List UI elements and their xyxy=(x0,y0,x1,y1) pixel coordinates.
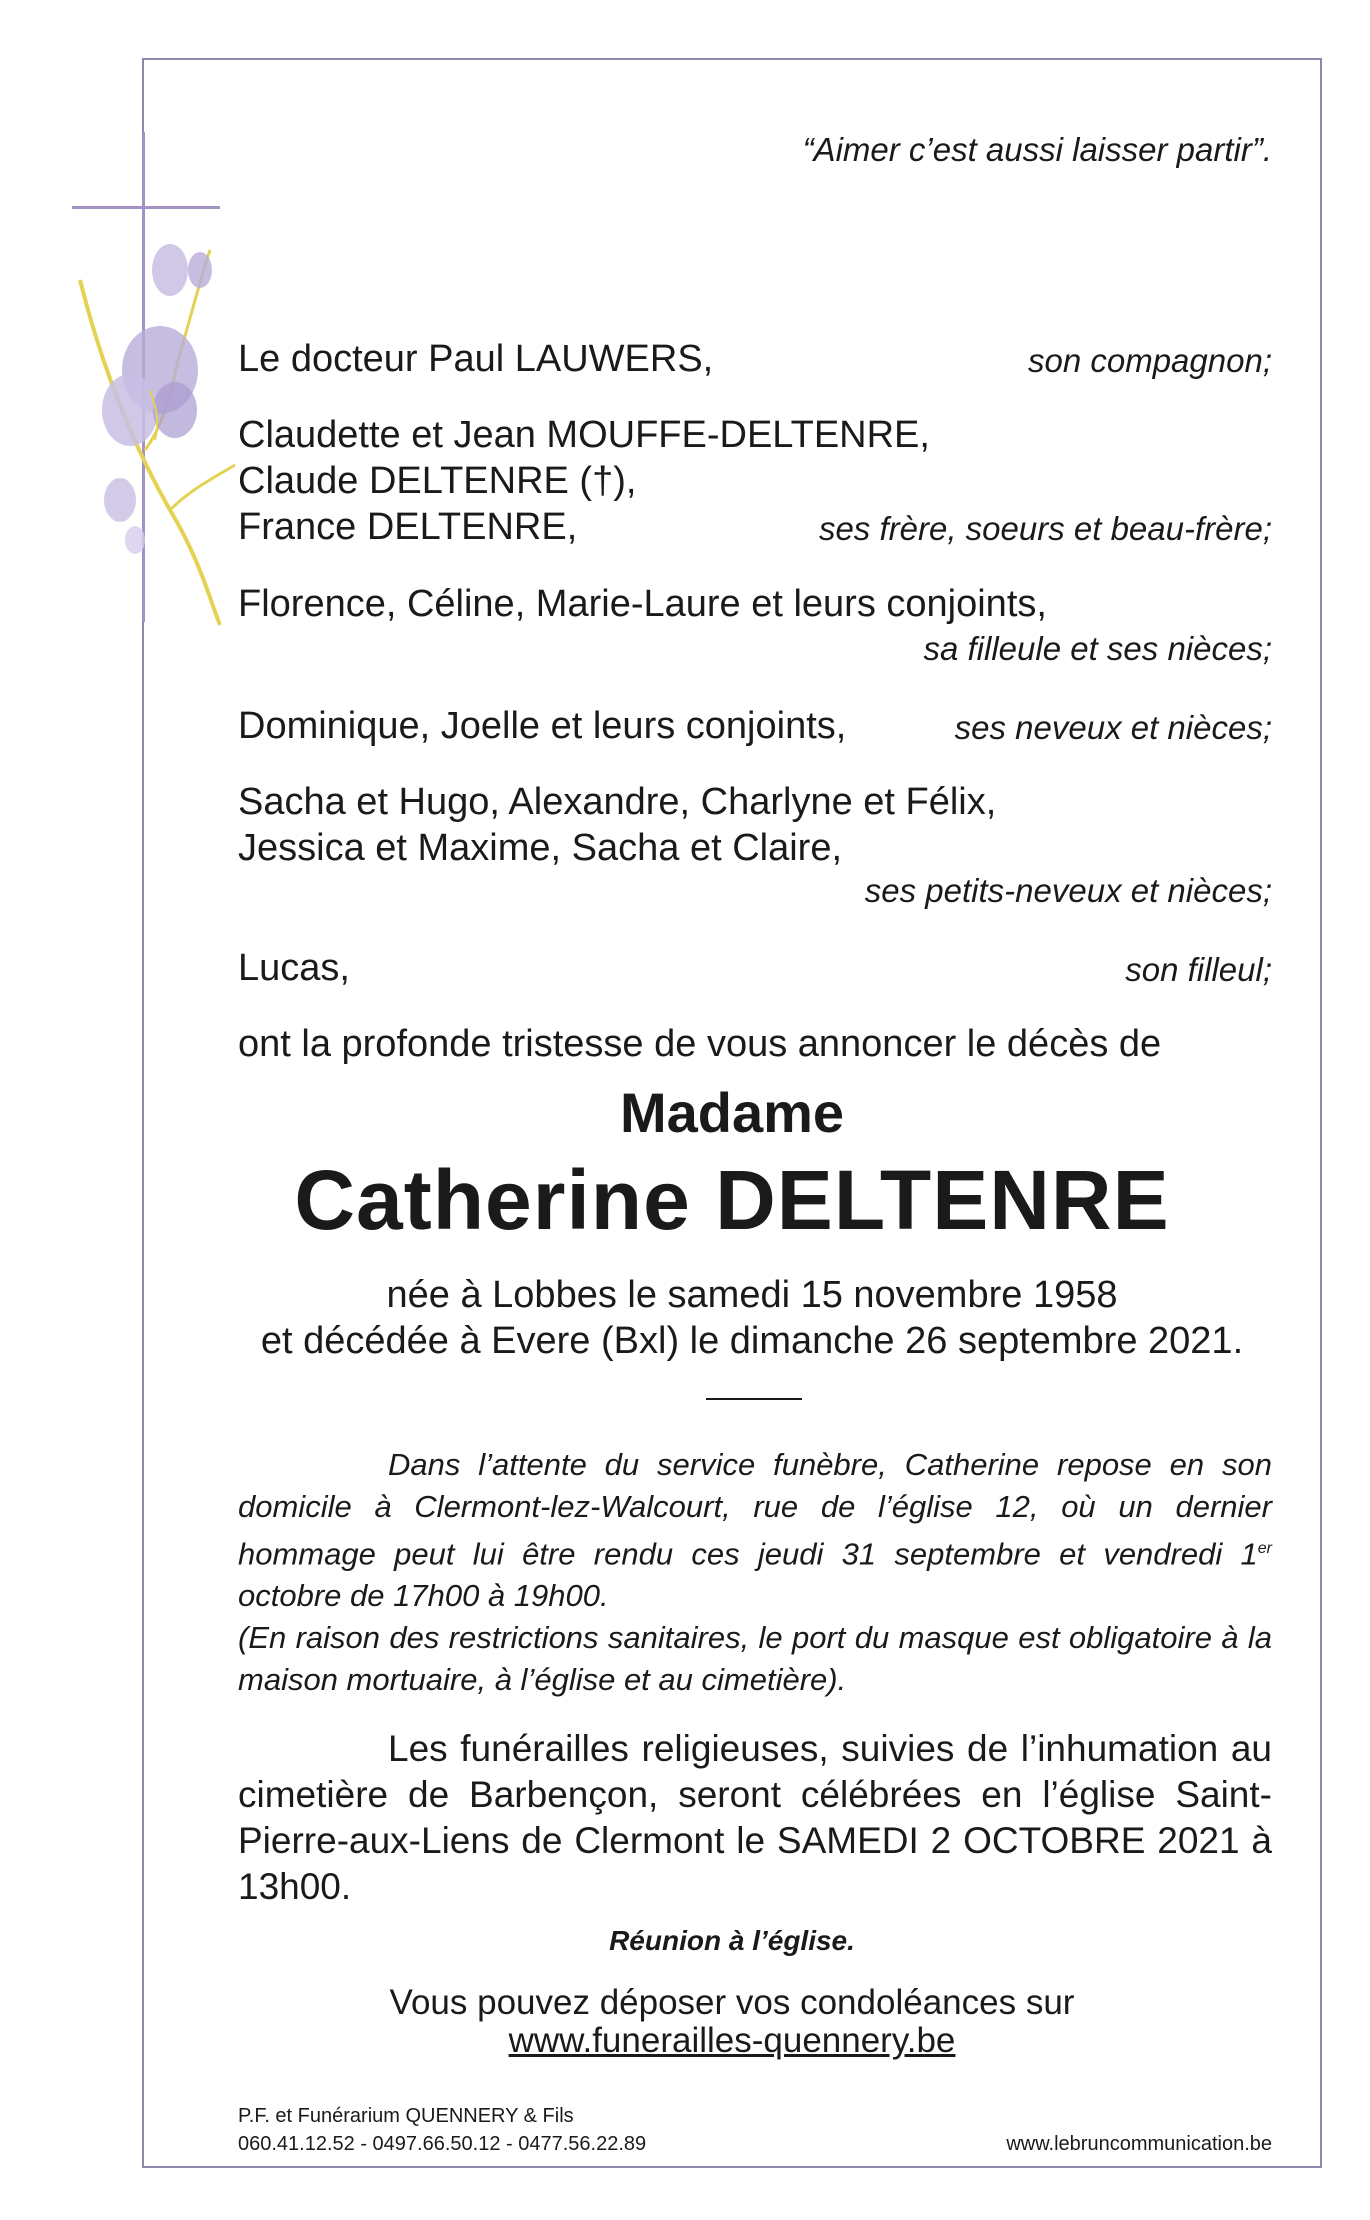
family-name-line: Le docteur Paul LAUWERS, xyxy=(238,338,714,380)
family-name-line: Claudette et Jean MOUFFE-DELTENRE, xyxy=(238,414,930,456)
visitation-superscript: er xyxy=(1257,1540,1272,1557)
deceased-name: Catherine DELTENRE xyxy=(294,1153,1170,1247)
deceased-title: Madame xyxy=(619,1081,845,1144)
family-relation: son compagnon; xyxy=(1027,342,1272,379)
condolences-link[interactable]: www.funerailles-quennery.be xyxy=(508,2021,956,2060)
condolences-text: Vous pouvez déposer vos condoléances sur xyxy=(389,1983,1075,2022)
visitation-text-end: octobre de 17h00 à 19h00. xyxy=(238,1578,609,1614)
funeral-paragraph xyxy=(238,1726,1272,1910)
footer-company: P.F. et Funérarium QUENNERY & Fils xyxy=(238,2105,574,2127)
family-relation: ses petits-neveux et nièces; xyxy=(864,872,1272,909)
separator-dash xyxy=(706,1398,802,1400)
death-line: et décédée à Evere (Bxl) le dimanche 26 septembre 2021. xyxy=(260,1320,1244,1362)
visitation-paragraph xyxy=(238,1444,1272,1701)
announcement-line: ont la profonde tristesse de vous annoncer le décès de xyxy=(238,1023,1162,1065)
visitation-text: Dans l’attente du service funèbre, Catherine repose en son domicile à Clermont-lez-Walcourt, rue de l’église 12, où un dernier hommage peut lui être rendu ces jeudi 31 septembre et vendredi 1 xyxy=(238,1447,1272,1572)
footer-phones: 060.41.12.52 - 0497.66.50.12 - 0477.56.22.89 xyxy=(238,2133,647,2155)
family-relation: ses neveux et nièces; xyxy=(954,709,1272,746)
birth-line: née à Lobbes le samedi 15 novembre 1958 xyxy=(386,1274,1118,1316)
family-name-line: Dominique, Joelle et leurs conjoints, xyxy=(238,705,847,747)
meeting-note: Réunion à l’église. xyxy=(609,1925,855,1956)
funeral-text: Les funérailles religieuses, suivies de l’inhumation au cimetière de Barbençon, seront célébrées en l’église Saint-Pierre-aux-Liens de Clermont le SAMEDI 2 OCTOBRE 2021 à 13h00. xyxy=(238,1728,1272,1907)
cross-horizontal-bar xyxy=(72,206,220,209)
family-name-line: France DELTENRE, xyxy=(238,506,578,548)
family-name-line: Jessica et Maxime, Sacha et Claire, xyxy=(238,827,843,869)
family-relation: ses frère, soeurs et beau-frère; xyxy=(818,510,1272,547)
family-name-line: Sacha et Hugo, Alexandre, Charlyne et Félix, xyxy=(238,781,997,823)
freesia-flower-illustration xyxy=(60,240,260,630)
family-name-line: Claude DELTENRE (†), xyxy=(238,460,637,502)
quote: “Aimer c’est aussi laisser partir”. xyxy=(802,131,1272,168)
family-relation: son filleul; xyxy=(1125,951,1272,988)
family-name-line: Florence, Céline, Marie-Laure et leurs conjoints, xyxy=(238,583,1047,625)
family-relation: sa filleule et ses nièces; xyxy=(923,630,1272,667)
family-name-line: Lucas, xyxy=(238,947,350,989)
footer-printer: www.lebruncommunication.be xyxy=(1006,2133,1272,2155)
visitation-note: (En raison des restrictions sanitaires, le port du masque est obligatoire à la maison mortuaire, à l’église et au cimetière). xyxy=(238,1620,1272,1698)
condolences-link-wrap xyxy=(142,2018,1322,2064)
